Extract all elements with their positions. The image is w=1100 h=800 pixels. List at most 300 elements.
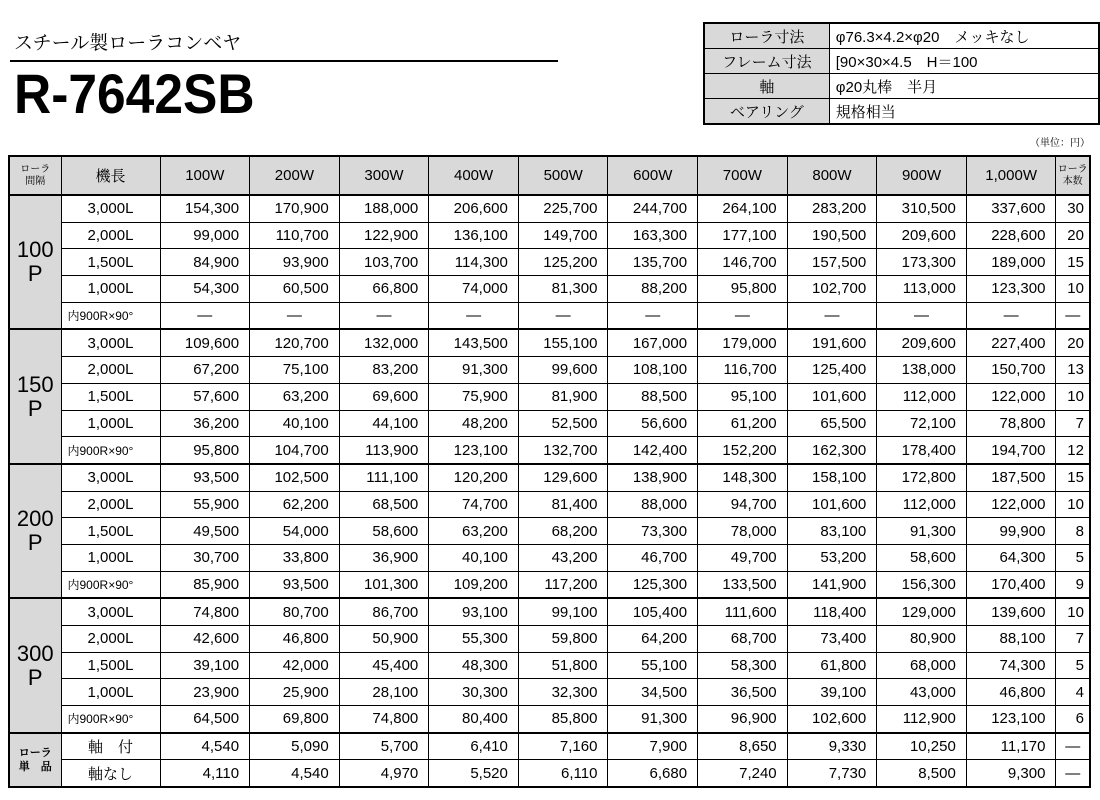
price-cell: 95,100 [698, 383, 788, 410]
price-cell: 42,600 [160, 626, 250, 653]
spec-row [704, 23, 1099, 49]
header-width: 900W [877, 156, 967, 195]
price-cell: 86,700 [339, 598, 429, 625]
header-width: 700W [698, 156, 788, 195]
price-cell: 118,400 [787, 598, 877, 625]
price-cell: 83,200 [339, 357, 429, 384]
table-row [9, 626, 1090, 653]
table-row [9, 706, 1090, 733]
price-cell: 8,500 [877, 760, 967, 787]
price-table [8, 155, 1091, 788]
price-cell: 64,500 [160, 706, 250, 733]
price-cell: 109,600 [160, 329, 250, 356]
price-cell: 5,090 [250, 733, 340, 760]
header-width: 800W [787, 156, 877, 195]
price-cell: 132,000 [339, 329, 429, 356]
price-cell: — [429, 302, 519, 329]
pitch-group [9, 598, 1090, 732]
price-cell: 227,400 [966, 329, 1056, 356]
price-cell: — [160, 302, 250, 329]
pitch-group [9, 329, 1090, 463]
length-cell: 1,500L [61, 249, 160, 276]
price-cell: 40,100 [429, 544, 519, 571]
spec-value: φ76.3×4.2×φ20 メッキなし [829, 23, 1099, 49]
price-cell: — [877, 302, 967, 329]
price-cell: 108,100 [608, 357, 698, 384]
price-cell: 34,500 [608, 679, 698, 706]
length-cell: 2,000L [61, 222, 160, 249]
price-cell: 112,000 [877, 491, 967, 518]
price-cell: 81,300 [518, 276, 608, 303]
pitch-label: 150 P [9, 329, 61, 463]
roller-count-cell: 7 [1056, 626, 1090, 653]
spec-row [704, 49, 1099, 74]
price-cell: 58,600 [339, 518, 429, 545]
price-cell: 117,200 [518, 571, 608, 598]
price-cell: 120,700 [250, 329, 340, 356]
pitch-label: 100 P [9, 195, 61, 329]
price-cell: — [787, 302, 877, 329]
price-cell: 228,600 [966, 222, 1056, 249]
price-cell: 101,600 [787, 383, 877, 410]
price-cell: 122,000 [966, 383, 1056, 410]
length-cell: 3,000L [61, 329, 160, 356]
table-row [9, 544, 1090, 571]
price-cell: 283,200 [787, 195, 877, 222]
price-cell: 6,410 [429, 733, 519, 760]
table-row [9, 571, 1090, 598]
roller-count-cell: 15 [1056, 249, 1090, 276]
price-cell: 88,000 [608, 491, 698, 518]
price-cell: 60,500 [250, 276, 340, 303]
price-cell: 264,100 [698, 195, 788, 222]
price-cell: 4,970 [339, 760, 429, 787]
length-cell: 2,000L [61, 491, 160, 518]
price-cell: 157,500 [787, 249, 877, 276]
roller-count-cell: 20 [1056, 329, 1090, 356]
price-cell: 109,200 [429, 571, 519, 598]
price-cell: 163,300 [608, 222, 698, 249]
price-cell: 88,500 [608, 383, 698, 410]
price-cell: 96,900 [698, 706, 788, 733]
price-cell: 73,400 [787, 626, 877, 653]
price-cell: 48,300 [429, 652, 519, 679]
header-row [9, 156, 1090, 195]
price-cell: 85,800 [518, 706, 608, 733]
price-cell: 110,700 [250, 222, 340, 249]
price-cell: 101,300 [339, 571, 429, 598]
price-cell: 122,000 [966, 491, 1056, 518]
price-cell: 135,700 [608, 249, 698, 276]
roller-count-cell: 6 [1056, 706, 1090, 733]
price-cell: 190,500 [787, 222, 877, 249]
price-cell: 337,600 [966, 195, 1056, 222]
spec-label: 軸 [704, 74, 829, 99]
price-cell: 80,400 [429, 706, 519, 733]
table-row [9, 302, 1090, 329]
price-cell: 53,200 [787, 544, 877, 571]
table-row [9, 249, 1090, 276]
spec-row [704, 74, 1099, 99]
length-cell: 1,000L [61, 679, 160, 706]
price-cell: — [608, 302, 698, 329]
price-cell: 155,100 [518, 329, 608, 356]
price-cell: 63,200 [250, 383, 340, 410]
length-cell: 内900R×90° [61, 706, 160, 733]
price-cell: 30,300 [429, 679, 519, 706]
header-width: 500W [518, 156, 608, 195]
roller-count-cell: 9 [1056, 571, 1090, 598]
price-cell: 64,200 [608, 626, 698, 653]
price-cell: 156,300 [877, 571, 967, 598]
price-cell: 33,800 [250, 544, 340, 571]
model-number: R-7642SB [14, 62, 255, 125]
spec-label: フレーム寸法 [704, 49, 829, 74]
price-cell: — [518, 302, 608, 329]
table-row [9, 383, 1090, 410]
price-cell: 74,300 [966, 652, 1056, 679]
price-cell: 94,700 [698, 491, 788, 518]
header-width: 300W [339, 156, 429, 195]
price-cell: 74,800 [160, 598, 250, 625]
length-cell: 2,000L [61, 626, 160, 653]
price-cell: 58,300 [698, 652, 788, 679]
price-cell: 63,200 [429, 518, 519, 545]
table-row [9, 518, 1090, 545]
table-row [9, 357, 1090, 384]
table-row [9, 760, 1090, 787]
header-pitch: ローラ 間隔 [9, 156, 61, 195]
spec-row [704, 99, 1099, 125]
pitch-label: 200 P [9, 464, 61, 598]
price-cell: 133,500 [698, 571, 788, 598]
price-cell: 179,000 [698, 329, 788, 356]
price-cell: 99,100 [518, 598, 608, 625]
price-cell: 170,900 [250, 195, 340, 222]
price-cell: — [339, 302, 429, 329]
price-cell: 141,900 [787, 571, 877, 598]
price-cell: 188,000 [339, 195, 429, 222]
header-length: 機長 [61, 156, 160, 195]
price-cell: 142,400 [608, 437, 698, 464]
price-cell: 129,600 [518, 464, 608, 491]
header-roller-count: ローラ 本数 [1056, 156, 1090, 195]
spec-value: 規格相当 [829, 99, 1099, 125]
price-cell: 49,700 [698, 544, 788, 571]
roller-count-cell: 13 [1056, 357, 1090, 384]
table-row [9, 733, 1090, 760]
price-cell: 209,600 [877, 222, 967, 249]
price-cell: 138,000 [877, 357, 967, 384]
price-cell: 5,700 [339, 733, 429, 760]
price-cell: 99,000 [160, 222, 250, 249]
header-width: 100W [160, 156, 250, 195]
price-cell: 45,400 [339, 652, 429, 679]
price-cell: 25,900 [250, 679, 340, 706]
price-cell: 64,300 [966, 544, 1056, 571]
price-cell: 310,500 [877, 195, 967, 222]
pitch-group [9, 195, 1090, 329]
price-cell: 9,300 [966, 760, 1056, 787]
price-cell: 99,600 [518, 357, 608, 384]
price-cell: 123,300 [966, 276, 1056, 303]
price-cell: 48,200 [429, 410, 519, 437]
price-cell: 146,700 [698, 249, 788, 276]
length-cell: 1,000L [61, 276, 160, 303]
price-cell: 112,900 [877, 706, 967, 733]
price-cell: — [698, 302, 788, 329]
spec-label: ローラ寸法 [704, 23, 829, 49]
price-cell: 66,800 [339, 276, 429, 303]
price-cell: 10,250 [877, 733, 967, 760]
price-cell: 69,800 [250, 706, 340, 733]
length-cell: 3,000L [61, 598, 160, 625]
roller-count-cell: 4 [1056, 679, 1090, 706]
table-row [9, 598, 1090, 625]
price-cell: 51,800 [518, 652, 608, 679]
price-cell: 56,600 [608, 410, 698, 437]
price-cell: 154,300 [160, 195, 250, 222]
price-cell: 95,800 [698, 276, 788, 303]
spec-label: ベアリング [704, 99, 829, 125]
price-cell: 39,100 [160, 652, 250, 679]
product-subtitle: スチール製ローラコンベヤ [14, 33, 242, 54]
price-cell: 125,200 [518, 249, 608, 276]
price-cell: 68,200 [518, 518, 608, 545]
price-cell: 4,540 [250, 760, 340, 787]
price-cell: 69,600 [339, 383, 429, 410]
price-cell: 36,200 [160, 410, 250, 437]
length-cell: 1,500L [61, 383, 160, 410]
price-cell: 150,700 [966, 357, 1056, 384]
length-cell: 軸 付 [61, 733, 160, 760]
price-cell: 116,700 [698, 357, 788, 384]
roller-count-cell: 8 [1056, 518, 1090, 545]
roller-count-cell: — [1056, 302, 1090, 329]
price-cell: 55,900 [160, 491, 250, 518]
price-cell: 139,600 [966, 598, 1056, 625]
price-cell: 81,900 [518, 383, 608, 410]
price-cell: 191,600 [787, 329, 877, 356]
price-cell: 74,800 [339, 706, 429, 733]
price-cell: 46,700 [608, 544, 698, 571]
spec-value: [90×30×4.5 H＝100 [829, 49, 1099, 74]
price-cell: 136,100 [429, 222, 519, 249]
price-cell: 4,540 [160, 733, 250, 760]
price-cell: 103,700 [339, 249, 429, 276]
price-cell: 68,500 [339, 491, 429, 518]
price-cell: 93,100 [429, 598, 519, 625]
price-cell: 91,300 [608, 706, 698, 733]
price-cell: 102,600 [787, 706, 877, 733]
price-cell: 49,500 [160, 518, 250, 545]
table-row [9, 195, 1090, 222]
price-cell: 88,100 [966, 626, 1056, 653]
length-cell: 1,000L [61, 410, 160, 437]
price-cell: 67,200 [160, 357, 250, 384]
price-cell: 101,600 [787, 491, 877, 518]
price-cell: 8,650 [698, 733, 788, 760]
price-cell: 32,300 [518, 679, 608, 706]
roller-count-cell: 20 [1056, 222, 1090, 249]
price-cell: 55,300 [429, 626, 519, 653]
price-cell: 75,900 [429, 383, 519, 410]
price-cell: 80,700 [250, 598, 340, 625]
price-cell: 95,800 [160, 437, 250, 464]
roller-count-cell: 5 [1056, 544, 1090, 571]
price-cell: — [250, 302, 340, 329]
header-width: 200W [250, 156, 340, 195]
price-cell: 102,500 [250, 464, 340, 491]
price-cell: 177,100 [698, 222, 788, 249]
price-cell: 58,600 [877, 544, 967, 571]
price-cell: 129,000 [877, 598, 967, 625]
table-row [9, 276, 1090, 303]
price-cell: 4,110 [160, 760, 250, 787]
roller-count-cell: 10 [1056, 383, 1090, 410]
price-cell: 123,100 [429, 437, 519, 464]
price-cell: 84,900 [160, 249, 250, 276]
length-cell: 内900R×90° [61, 302, 160, 329]
price-cell: 83,100 [787, 518, 877, 545]
price-cell: 43,000 [877, 679, 967, 706]
price-cell: 36,900 [339, 544, 429, 571]
price-cell: 7,240 [698, 760, 788, 787]
price-cell: 54,300 [160, 276, 250, 303]
price-cell: 91,300 [877, 518, 967, 545]
table-row [9, 329, 1090, 356]
price-cell: 138,900 [608, 464, 698, 491]
length-cell: 内900R×90° [61, 571, 160, 598]
header-width: 400W [429, 156, 519, 195]
roller-count-cell: 10 [1056, 276, 1090, 303]
price-cell: 172,800 [877, 464, 967, 491]
price-cell: 40,100 [250, 410, 340, 437]
length-cell: 1,500L [61, 652, 160, 679]
price-cell: 93,500 [250, 571, 340, 598]
price-cell: 7,900 [608, 733, 698, 760]
price-cell: 9,330 [787, 733, 877, 760]
price-cell: 114,300 [429, 249, 519, 276]
length-cell: 1,500L [61, 518, 160, 545]
price-cell: 88,200 [608, 276, 698, 303]
price-cell: 244,700 [608, 195, 698, 222]
price-cell: 23,900 [160, 679, 250, 706]
spec-table [703, 22, 1100, 125]
price-cell: 189,000 [966, 249, 1056, 276]
roller-count-cell: 7 [1056, 410, 1090, 437]
price-cell: 46,800 [966, 679, 1056, 706]
roller-count-cell: 10 [1056, 491, 1090, 518]
price-cell: 59,800 [518, 626, 608, 653]
price-cell: 42,000 [250, 652, 340, 679]
price-cell: 62,200 [250, 491, 340, 518]
price-cell: 122,900 [339, 222, 429, 249]
price-cell: 105,400 [608, 598, 698, 625]
length-cell: 1,000L [61, 544, 160, 571]
price-cell: 132,700 [518, 437, 608, 464]
length-cell: 3,000L [61, 195, 160, 222]
price-cell: 50,900 [339, 626, 429, 653]
price-cell: 55,100 [608, 652, 698, 679]
price-cell: 65,500 [787, 410, 877, 437]
price-cell: 123,100 [966, 706, 1056, 733]
price-cell: 72,100 [877, 410, 967, 437]
roller-count-cell: 5 [1056, 652, 1090, 679]
price-cell: 78,000 [698, 518, 788, 545]
table-row [9, 491, 1090, 518]
price-cell: 6,680 [608, 760, 698, 787]
price-cell: 194,700 [966, 437, 1056, 464]
price-cell: 68,000 [877, 652, 967, 679]
price-cell: 68,700 [698, 626, 788, 653]
price-cell: 93,500 [160, 464, 250, 491]
table-row [9, 679, 1090, 706]
table-row [9, 437, 1090, 464]
price-cell: 75,100 [250, 357, 340, 384]
roller-count-cell: 30 [1056, 195, 1090, 222]
price-cell: 148,300 [698, 464, 788, 491]
price-cell: 102,700 [787, 276, 877, 303]
price-cell: 80,900 [877, 626, 967, 653]
length-cell: 内900R×90° [61, 437, 160, 464]
price-cell: 5,520 [429, 760, 519, 787]
price-cell: 81,400 [518, 491, 608, 518]
price-cell: 113,900 [339, 437, 429, 464]
header-width: 1,000W [966, 156, 1056, 195]
pitch-group [9, 464, 1090, 598]
price-cell: 112,000 [877, 383, 967, 410]
price-cell: 11,170 [966, 733, 1056, 760]
price-cell: 162,300 [787, 437, 877, 464]
roller-count-cell: 15 [1056, 464, 1090, 491]
price-cell: 209,600 [877, 329, 967, 356]
price-cell: 91,300 [429, 357, 519, 384]
length-cell: 3,000L [61, 464, 160, 491]
price-cell: 73,300 [608, 518, 698, 545]
spec-value: φ20丸棒 半月 [829, 74, 1099, 99]
price-cell: 125,300 [608, 571, 698, 598]
price-cell: 28,100 [339, 679, 429, 706]
price-cell: 61,800 [787, 652, 877, 679]
price-cell: 111,100 [339, 464, 429, 491]
price-cell: 99,900 [966, 518, 1056, 545]
price-cell: 170,400 [966, 571, 1056, 598]
roller-count-cell: — [1056, 733, 1090, 760]
length-cell: 2,000L [61, 357, 160, 384]
price-cell: 187,500 [966, 464, 1056, 491]
price-cell: 149,700 [518, 222, 608, 249]
price-cell: 57,600 [160, 383, 250, 410]
price-cell: — [966, 302, 1056, 329]
price-cell: 125,400 [787, 357, 877, 384]
price-cell: 152,200 [698, 437, 788, 464]
price-cell: 206,600 [429, 195, 519, 222]
price-cell: 113,000 [877, 276, 967, 303]
price-cell: 225,700 [518, 195, 608, 222]
price-cell: 43,200 [518, 544, 608, 571]
roller-count-cell: 12 [1056, 437, 1090, 464]
price-cell: 44,100 [339, 410, 429, 437]
table-row [9, 222, 1090, 249]
price-cell: 85,900 [160, 571, 250, 598]
price-cell: 74,000 [429, 276, 519, 303]
length-cell: 軸なし [61, 760, 160, 787]
table-row [9, 652, 1090, 679]
pitch-group [9, 733, 1090, 787]
price-cell: 178,400 [877, 437, 967, 464]
price-cell: 7,730 [787, 760, 877, 787]
